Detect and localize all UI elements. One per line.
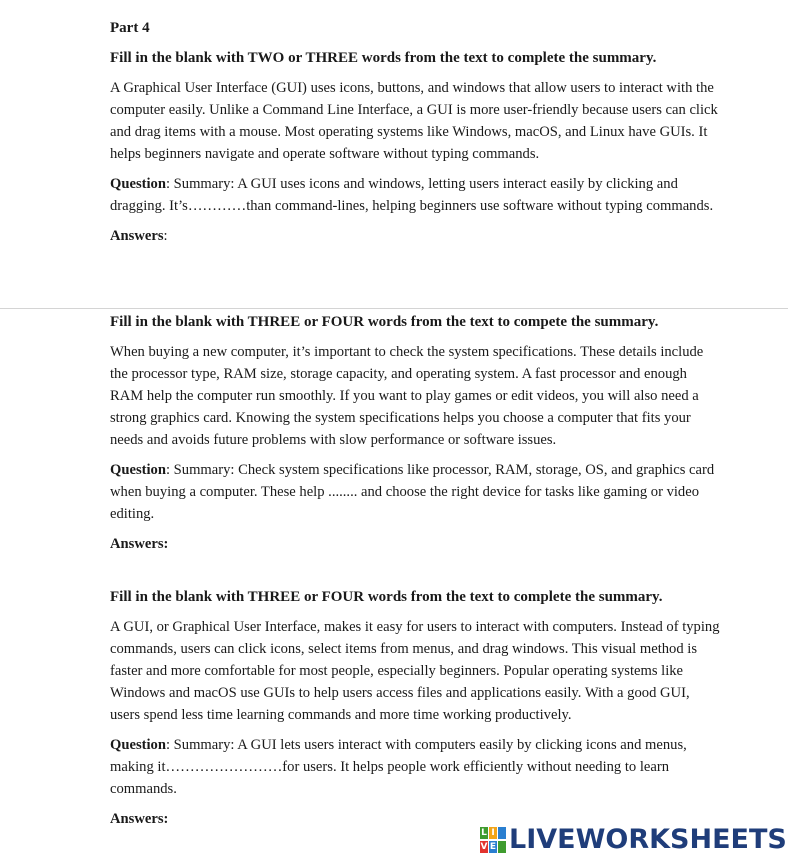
logo-brand-text: LIVEWORKSHEETS (509, 824, 787, 855)
answers-label: Answers: (110, 811, 169, 827)
question-label: Question (110, 176, 166, 192)
section-2 (110, 311, 720, 555)
question-text: : Summary: A GUI uses icons and windows, letting users interact easily by clicking and dragging. It’s…………than command-lines, helping beginners use software without typing commands. (110, 176, 714, 214)
section-instruction: Fill in the blank with THREE or FOUR words from the text to compete the summary. (110, 314, 659, 330)
liveworksheets-logo (480, 822, 787, 858)
logo-mark-letter: L (481, 828, 487, 838)
question (110, 734, 720, 800)
section-instruction: Fill in the blank with THREE or FOUR words from the text to complete the summary. (110, 589, 663, 605)
part-title: Part 4 (110, 20, 150, 36)
section-instruction: Fill in the blank with TWO or THREE words from the text to complete the summary. (110, 50, 657, 66)
answers-line (110, 225, 720, 247)
question (110, 173, 720, 217)
question-text: : Summary: Check system specifications like processor, RAM, storage, OS, and graphics card when buying a computer. These help ........ and choose the right device for tasks like gaming or video editing. (110, 462, 715, 522)
question-text: : Summary: A GUI lets users interact with computers easily by clicking icons and menus, making it……………………for users. It helps people work efficiently without needing to learn commands. (110, 737, 687, 797)
question (110, 459, 720, 525)
answers-label: Answers: (110, 536, 169, 552)
question-label: Question (110, 737, 166, 753)
section-1 (110, 47, 720, 247)
answers-suffix: : (163, 228, 168, 244)
section-divider (0, 308, 788, 309)
section-passage: A GUI, or Graphical User Interface, makes it easy for users to interact with computers. Instead of typing commands, users can click icons, select items from menus, and drag windows. This visual method is faster and more comfortable for most people, especially beginners. Popular operating systems like Windows and macOS use GUIs to help users access files and applications easily. With a good GUI, users spend less time learning commands and more time working productively. (110, 619, 720, 723)
section-passage: When buying a new computer, it’s important to check the system specifications. These details include the processor type, RAM size, storage capacity, and operating system. A fast processor and enough RAM help the computer run smoothly. If you want to play games or edit videos, you will also need a strong graphics card. Knowing the system specifications helps you choose a computer that fits your needs and avoids future problems with slow performance or software issues. (110, 344, 704, 448)
logo-mark-letter: E (489, 842, 497, 852)
logo-mark-block (498, 827, 506, 839)
question-label: Question (110, 462, 166, 478)
section-passage: A Graphical User Interface (GUI) uses icons, buttons, and windows that allow users to interact with the computer easily. Unlike a Command Line Interface, a GUI is more user-friendly because users can click and drag items with a mouse. Most operating systems like Windows, macOS, and Linux have GUIs. It helps beginners navigate and operate software without typing commands. (110, 80, 718, 162)
logo-mark-letter: I (489, 827, 497, 839)
logo-mark-letter: V (480, 842, 488, 852)
part-header (110, 17, 720, 39)
answers-label: Answers (110, 228, 164, 244)
liveworksheets-logo-icon (480, 827, 506, 853)
logo-mark-block (498, 841, 506, 853)
section-3 (110, 586, 720, 830)
